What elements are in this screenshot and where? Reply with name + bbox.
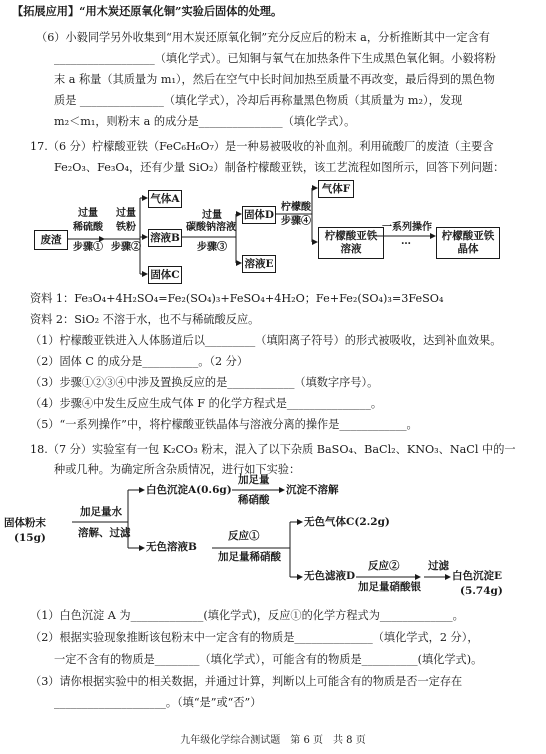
label-powder: 固体粉末 — [4, 517, 46, 529]
label-reaction-2: 反应② — [368, 560, 400, 572]
node-waste: 废渣 — [34, 230, 68, 250]
label-solution-b: 无色溶液B — [146, 541, 197, 553]
label-acid-bot: 稀硝酸 — [238, 494, 270, 506]
q6-line-4: 质是 _______________（填化学式），冷却后再称量黑色物质（其质量为 m₂），发现 — [54, 94, 463, 107]
label-ppt-undissolved: 沉淀不溶解 — [286, 484, 339, 496]
section-heading: 【拓展应用】“用木炭还原氧化铜”实验后固体的处理。 — [12, 4, 283, 18]
node-solution-e: 溶液E — [242, 255, 276, 273]
q17-answer-2: （2）固体 C 的成分是__________。（2 分） — [30, 355, 249, 368]
q6-line-2: __________________（填化学式）。已知铜与氧气在加热条件下生成黑色氧化铜。小毅将粉 — [54, 52, 496, 65]
label-s4-top: 柠檬酸 — [281, 202, 311, 213]
node-citrate-crystal: 柠檬酸亚铁晶体 — [436, 227, 500, 259]
label-dots: … — [401, 236, 411, 247]
node-gas-a: 气体A — [148, 190, 182, 208]
q17-answer-5: （5）“一系列操作”中，将柠檬酸亚铁晶体与溶液分离的操作是____________。 — [30, 418, 418, 431]
q18-line-1: 18.（7 分）实验室有一包 K₂CO₃ 粉末，混入了以下杂质 BaSO₄、BaCl₂、KNO₃、NaCl 中的一 — [30, 443, 516, 456]
label-reaction-1: 反应① — [228, 530, 260, 542]
label-acid-top: 加足量 — [238, 474, 270, 486]
q18-answer-1: （1）白色沉淀 A 为_____________(填化学式)，反应①的化学方程式为_____________。 — [30, 609, 464, 622]
label-r1-reagent: 加足量稀硝酸 — [218, 551, 281, 563]
info-1: 资料 1：Fe₃O₄+4H₂SO₄=Fe₂(SO₄)₃+FeSO₄+4H₂O；Fe+Fe₂(SO₄)₃=3FeSO₄ — [30, 292, 444, 305]
label-s3-mid: 碳酸钠溶液 — [186, 222, 236, 233]
label-s2-top: 过量 — [116, 208, 136, 219]
node-solid-c: 固体C — [148, 266, 182, 284]
label-add-water: 加足量水 — [80, 506, 122, 518]
q17-line-2: Fe₂O₃、Fe₃O₄，还有少量 SiO₂）制备柠檬酸亚铁，该工艺流程如图所示，回答下列问题： — [54, 161, 505, 174]
label-s2-bot: 步骤② — [111, 242, 141, 253]
label-white-ppt-e: 白色沉淀E — [452, 570, 503, 582]
node-solution-b: 溶液B — [148, 229, 182, 247]
q18-answer-5: ____________________。（填“是”或“否”） — [54, 696, 262, 709]
label-s4-bot: 步骤④ — [281, 216, 311, 227]
label-ppt-e-mass: (5.74g) — [460, 585, 503, 597]
q18-answer-2: （2）根据实验现象推断该包粉末中一定含有的物质是______________（填化学式，2 分）， — [30, 631, 479, 644]
label-white-ppt-a: 白色沉淀A(0.6g) — [146, 484, 232, 496]
q17-answer-4: （4）步骤④中发生反应生成气体 F 的化学方程式是_______________。 — [30, 397, 383, 410]
label-s1-bot: 步骤① — [73, 242, 103, 253]
label-s1-mid: 稀硫酸 — [73, 222, 103, 233]
label-dissolve-filter: 溶解、过滤 — [78, 527, 131, 539]
q18-line-2: 种或几种。为确定所含杂质情况，进行如下实验： — [54, 463, 301, 476]
info-2: 资料 2：SiO₂ 不溶于水，也不与稀硫酸反应。 — [30, 313, 260, 326]
label-s1-top: 过量 — [78, 208, 98, 219]
q17-answer-1: （1）柠檬酸亚铁进入人体肠道后以_________（填阳离子符号）的形式被吸收，达到补血效果。 — [30, 334, 502, 347]
q17-line-1: 17.（6 分）柠檬酸亚铁（FeC₆H₆O₇）是一种易被吸收的补血剂。利用硫酸厂的废渣（主要含 — [30, 140, 494, 153]
label-r2-reagent: 加足量硝酸银 — [358, 581, 421, 593]
label-gas-c: 无色气体C(2.2g) — [304, 516, 390, 528]
label-filtrate-d: 无色滤液D — [304, 570, 356, 582]
label-powder-mass: (15g) — [14, 532, 46, 544]
label-s3-bot: 步骤③ — [197, 242, 227, 253]
node-solid-d: 固体D — [242, 206, 276, 224]
q18-answer-3: 一定不含有的物质是________（填化学式），可能含有的物质是__________(填化学式)。 — [54, 653, 483, 666]
q18-answer-4: （3）请你根据实验中的相关数据，并通过计算，判断以上可能含有的物质是否一定存在 — [30, 675, 463, 688]
label-series-ops: 一系列操作 — [382, 222, 432, 233]
page-footer: 九年级化学综合测试题 第 6 页 共 8 页 — [180, 735, 366, 746]
node-citrate-solution: 柠檬酸亚铁溶液 — [318, 227, 384, 259]
node-gas-f: 气体F — [318, 180, 354, 198]
q6-line-1: （6）小毅同学另外收集到“用木炭还原氧化铜”充分反应后的粉末 a，分析推断其中一定含有 — [36, 31, 490, 44]
q6-line-5: m₂＜m₁，则粉末 a 的成分是_______________（填化学式）。 — [54, 115, 356, 128]
q6-line-3: 末 a 称量（其质量为 m₁），然后在空气中长时间加热至质量不再改变，最后得到的黑色物 — [54, 73, 495, 86]
label-s3-top: 过量 — [202, 210, 222, 221]
label-s2-mid: 铁粉 — [116, 222, 136, 233]
label-filter: 过滤 — [428, 560, 449, 572]
q17-answer-3: （3）步骤①②③④中涉及置换反应的是____________（填数字序号）。 — [30, 376, 379, 389]
